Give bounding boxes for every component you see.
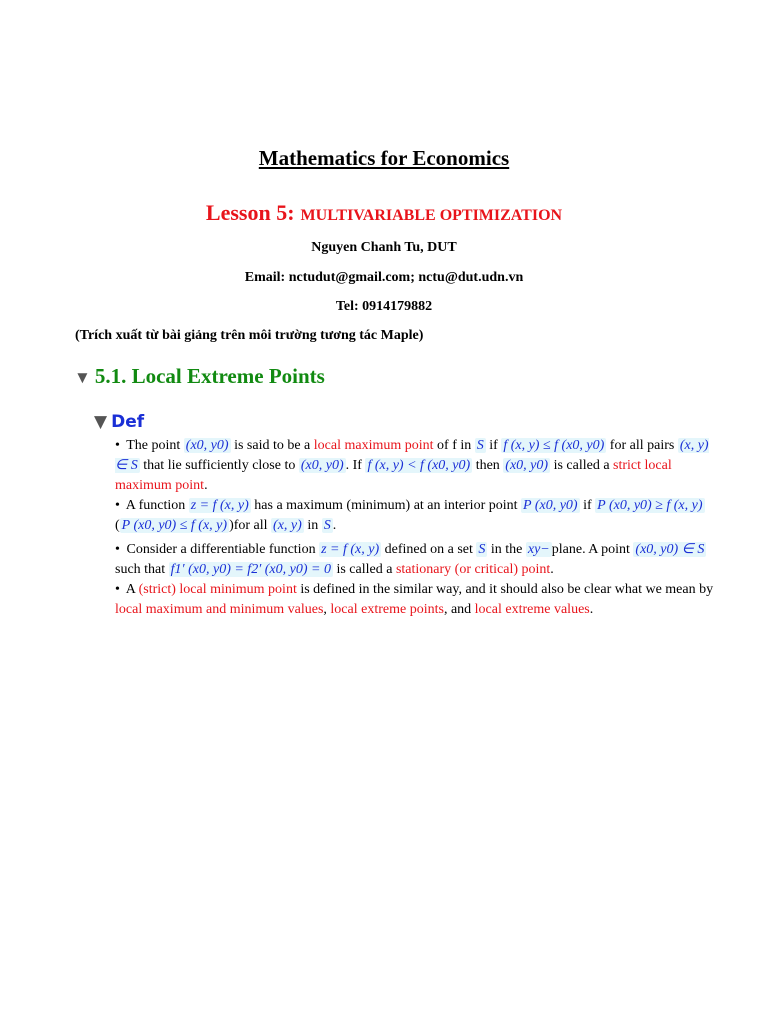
lesson-topic: MULTIVARIABLE OPTIMIZATION xyxy=(300,207,563,224)
math-point[interactable]: (x0, y0) xyxy=(185,438,229,453)
bullet-dot: • xyxy=(115,582,120,597)
lesson-label: Lesson 5: xyxy=(205,200,295,225)
bullet-dot: • xyxy=(115,498,120,513)
section-collapse-toggle[interactable]: ▼ xyxy=(74,368,91,387)
term-local-extreme-values: local extreme values xyxy=(474,602,590,617)
document-title: Mathematics for Economics xyxy=(258,146,510,170)
subsection-heading xyxy=(94,412,144,432)
bullet-local-minimum: • A (strict) local minimum point is defined in the similar way, and it should also be clear what we mean by local maximum and minimum values, local extreme points, and local extreme values. xyxy=(115,582,714,617)
math-set[interactable]: S xyxy=(323,518,331,533)
bullet-stationary-point: • Consider a differentiable function z = f (x, y) defined on a set S in the xy− plane. A point (x0, y0) ∈ S such that f1′ (x0, y0) = f2′ (x0, y0) = 0 is called a stationary (or critical) point. xyxy=(115,542,705,577)
tel-line: Tel: 0914179882 xyxy=(335,299,433,314)
math-inequality[interactable]: P (x0, y0) ≥ f (x, y) xyxy=(597,498,703,513)
section-heading xyxy=(74,364,325,389)
email-line: Email: nctudut@gmail.com; nctu@dut.udn.vn xyxy=(244,270,524,285)
bullet-function-maximum: • A function z = f (x, y) has a maximum (minimum) at an interior point P (x0, y0) if P (x0, y0) ≥ f (x, y)( P (x0, y0) ≤ f (x, y) )for all (x, y) in S . xyxy=(115,498,703,533)
subsection-title: Def xyxy=(111,412,145,432)
subsection-collapse-toggle[interactable]: ▼ xyxy=(94,412,108,432)
math-set[interactable]: S xyxy=(478,542,486,557)
math-strict-inequality[interactable]: f (x, y) < f (x0, y0) xyxy=(367,458,471,473)
bullet-local-max-def: • The point (x0, y0) is said to be a local maximum point of f in S if f (x, y) ≤ f (x0, y0) for all pairs (x, y) ∈ S that lie sufficiently close to (x0, y0) . If f (x, y) < f (x0, y0) then (x0, y0) is called a strict local maximum point. xyxy=(115,438,709,493)
source-note: (Trích xuất từ bài giảng trên môi trường tương tác Maple) xyxy=(75,328,424,343)
math-partial-derivatives[interactable]: f1′ (x0, y0) = f2′ (x0, y0) = 0 xyxy=(170,562,331,577)
math-point[interactable]: (x0, y0) xyxy=(300,458,344,473)
bullet-dot: • xyxy=(115,438,120,453)
term-local-max-min-values: local maximum and minimum values xyxy=(115,602,324,617)
term-local-minimum-point: (strict) local minimum point xyxy=(138,582,297,597)
math-point[interactable]: (x0, y0) xyxy=(505,458,549,473)
math-point[interactable]: (x0, y0) ∈ S xyxy=(635,542,705,557)
lesson-heading xyxy=(0,200,768,226)
math-point[interactable]: P (x0, y0) xyxy=(523,498,578,513)
section-title: 5.1. Local Extreme Points xyxy=(94,364,325,388)
term-local-maximum-point: local maximum point xyxy=(313,438,434,453)
math-inequality[interactable]: f (x, y) ≤ f (x0, y0) xyxy=(503,438,605,453)
math-plane[interactable]: xy− xyxy=(527,542,550,557)
math-function[interactable]: z = f (x, y) xyxy=(321,542,380,557)
term-strict-local-maximum-point: strict local maximum point xyxy=(115,458,672,493)
math-pair[interactable]: (x, y) xyxy=(273,518,302,533)
math-function[interactable]: z = f (x, y) xyxy=(190,498,249,513)
math-pair[interactable]: (x, y) ∈ S xyxy=(115,438,709,473)
bullet-dot: • xyxy=(115,542,120,557)
term-local-extreme-points: local extreme points xyxy=(330,602,444,617)
math-set[interactable]: S xyxy=(476,438,484,453)
term-stationary-point: stationary (or critical) point xyxy=(395,562,551,577)
math-inequality[interactable]: P (x0, y0) ≤ f (x, y) xyxy=(121,518,228,533)
author-line: Nguyen Chanh Tu, DUT xyxy=(311,240,457,255)
